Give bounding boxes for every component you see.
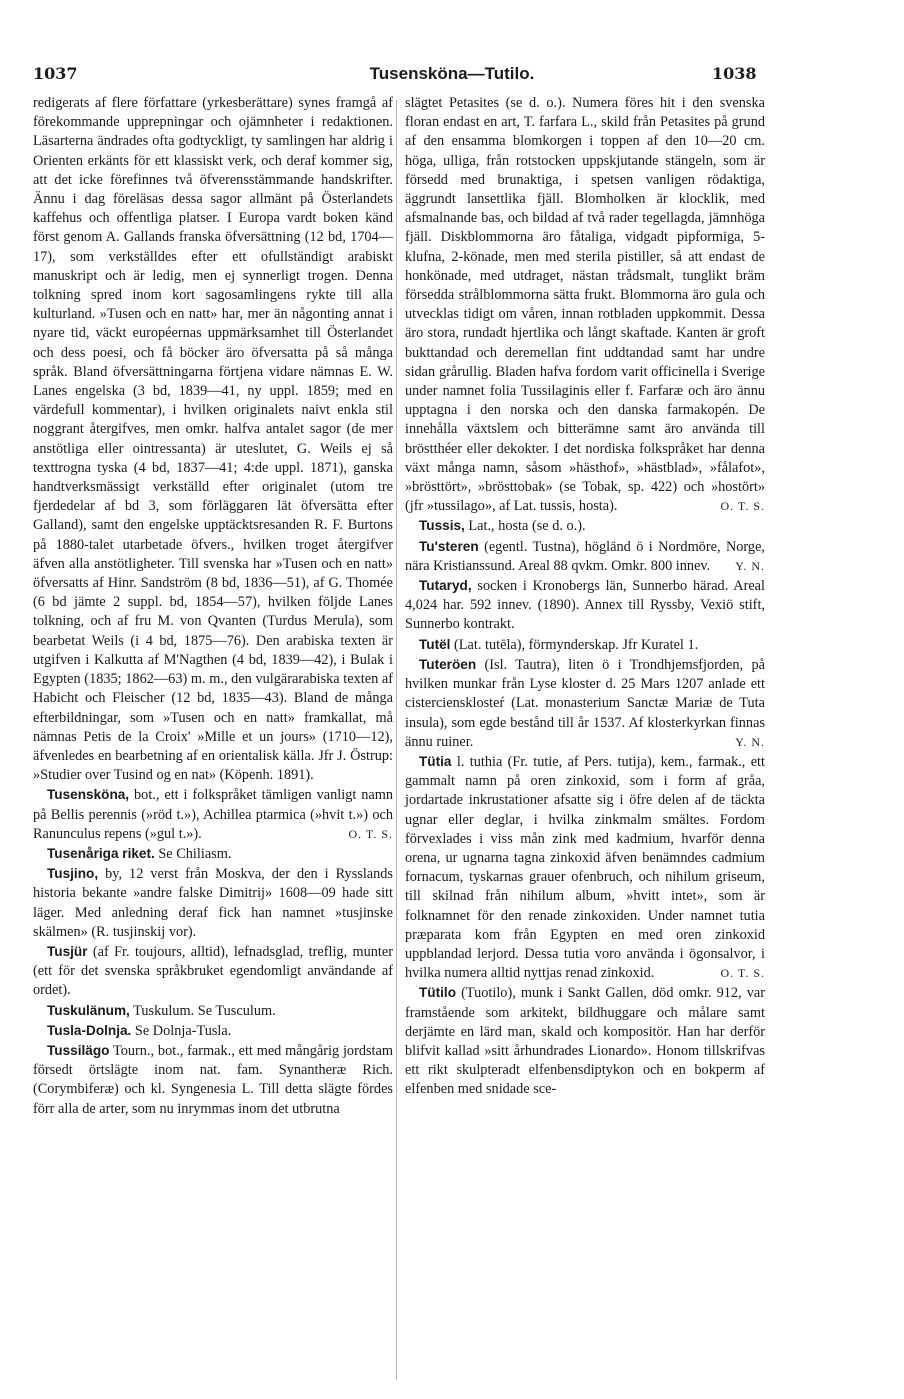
entry-tusjino bbox=[33, 864, 393, 942]
headword: Tusenåriga riket. bbox=[47, 845, 155, 861]
column-divider bbox=[396, 100, 397, 1380]
headword: Tutël bbox=[419, 636, 451, 652]
continued-text: redigerats af flere författare (yrkesberättare) synes framgå af förekommande upprepningar och ojämnheter i redaktionen. Läsarterna ändrades ofta godtyckligt, ty samlingen har aldrig i Orienten erkänts för ett klassiskt verk, och deraf kommer sig, att det icke förefinnes två öfverensstämmande handskrifter. Ännu i dag föreläsas dessa sagor allmänt på Österlandets kaffehus och offentliga platser. I Europa vardt boken känd först genom A. Gallands franska öfversättning (12 bd, 1704—17), som verkställdes efter ett ofullständigt arabiskt manuskript och är ledig, men ej synnerligt trogen. Denna tolkning spred inom kort sagosamlingens rykte till alla kulturland. »Tusen och en natt» har, mer än någonting annat i nyare tid, väckt européernas uppmärksamhet till Österlandet och dess poesi, och få böcker äro öfversatta på så många språk. Bland öfversättningarna förtjena vidare nämnas E. W. Lanes engelska (3 bd, 1839—41, ny uppl. 1859; med en värdefull kommentar), i hvilken originalets naivt enkla stil noggrant återgifves, men omkr. halfva antalet sagor (de mer anstötliga eller ointressanta) är uteslutet, G. Weils ej så texttrogna tyska (4 bd, 1837—41; 4:de uppl. 1871), ganska handtverksmässigt verkställd efter originalet (utom tre fjerdedelar af bd 3, som förläggaren lät öfversätta efter Galland), samt den engelske upptäcktsresanden R. F. Burtons på 1880-talet utarbetade öfvers., hvilken troget återgifver äfven alla anstötligheter. Till svenska har »Tusen och en natt» öfversatts af Hinr. Sandström (8 bd, 1836—51), af G. Thomée (6 bd jämte 2 suppl. bd, 1854—57), hvilken följde Lanes tolkning, och af fru M. von Qvanten (Turdus Merula), som bearbetat Weils (i 4 bd, 1875—76). Den arabiska texten är utgifven i Kalkutta af M'Nagthen (4 bd, 1839—42), i Bulak i Egypten (1835; 1862—63) m. m., den vulgärarabiska texten af Habicht och Fleischer (12 bd, 1835—43). Bland de många efterbildningar, som »Tusen och en natt» framkallat, må nämnas Petis de la Croix' »Mille et un jours» (1710—12), äfvenledes en bearbetning af en orientalisk källa. Jfr J. Östrup: »Studier over Tusind og en nat» (Köpenh. 1891). bbox=[33, 95, 393, 784]
entry-tussis bbox=[405, 516, 765, 536]
headword: Tusjür bbox=[47, 943, 88, 959]
entry-tusjur bbox=[33, 942, 393, 1001]
headword: Tuteröen bbox=[419, 656, 477, 672]
left-column bbox=[33, 94, 393, 1119]
entry-tutia bbox=[405, 752, 765, 983]
headword: Tütilo bbox=[419, 985, 456, 1001]
entry-tutaryd bbox=[405, 576, 765, 635]
entry-text: Tourn., bot., farmak., ett med mångårig jordstam försedt örtslägte inom nat. fam. Synantheræ Rich. (Corymbiferæ) och kl. Syngenesia L. Till detta slägte fördes förr alla de arter, som nu inrymmas inom det utbrutna bbox=[33, 1042, 393, 1117]
headword: Tusensköna, bbox=[47, 787, 130, 803]
headword: Tussis, bbox=[419, 518, 465, 534]
entry-tusteren bbox=[405, 537, 765, 576]
headword: Tussilägo bbox=[47, 1042, 110, 1058]
entry-text: Se Dolnja-Tusla. bbox=[134, 1022, 232, 1039]
headword: Tütia bbox=[419, 753, 452, 769]
running-title: Tusensköna—Tutilo. bbox=[369, 64, 535, 83]
right-column bbox=[405, 94, 765, 1100]
author-signature: O. T. S. bbox=[720, 966, 765, 981]
entry-text: Lat., hosta (se d. o.). bbox=[468, 518, 586, 535]
entry-text: Tuskulum. Se Tusculum. bbox=[133, 1002, 276, 1019]
entry-tusla-dolnja bbox=[33, 1021, 393, 1041]
entry-text: (Lat. tutēla), förmynderskap. Jfr Kuratel 1. bbox=[454, 636, 699, 653]
entry-text: (egentl. Tustna), högländ ö i Nordmöre, Norge, nära Kristianssund. Areal 88 qvkm. Omkr. 800 innev. bbox=[405, 538, 765, 574]
entry-tusenariga-riket bbox=[33, 844, 393, 864]
author-signature: O. T. S. bbox=[720, 499, 765, 514]
entry-text: l. tuthia (Fr. tutie, af Pers. tutija), kem., farmak., ett gammalt namn på oren zinkoxid, som i form af gråa, jordartade inkrustationer afsatte sig i öfre delen af de täckta ugnar eller deglar, i hvilka zinkmalm smältes. Fordom förvexlades i viss mån zink med kadmium, hvarför denna orena, ur ugnarna tagna zinkoxid äfven benämndes cadmium fornacum, tyskarnas grauer ofenbruch, och nihilum griseum, till skilnad från nihilum album, »hvitt intet», som är folknamnet för den renade zinkoxiden. Under namnet tutia præparata kom från Egypten en med oren zinkoxid uppblandad lerjord. Dessa tutia voro använda i ögonsalvor, i hvilka numera alltid nyttjas renad zinkoxid. bbox=[405, 753, 765, 982]
entry-text: (Tuotilo), munk i Sankt Gallen, död omkr. 912, var framstående som arkitekt, bildhuggare och målare samt derjämte en lärd man, skald och kompositör. Han har derför blifvit kallad »sitt århundrades Lionardo». Honom tillskrifvas ett rikt skulpteradt elfenbensdiptykon och en bokperm af elfenben med snidade sce- bbox=[405, 985, 765, 1098]
author-signature: O. T. S. bbox=[348, 826, 393, 841]
headword: Tutaryd, bbox=[419, 578, 472, 594]
entry-tussilago bbox=[33, 1041, 393, 1119]
continued-text bbox=[405, 94, 765, 516]
entry-text: (af Fr. toujours, alltid), lefnadsglad, treflig, munter (ett för det svenska språkbruket egendomligt användande af ordet). bbox=[33, 943, 393, 999]
author-signature: Y. N. bbox=[735, 558, 765, 573]
headword: Tuskulänum, bbox=[47, 1002, 130, 1018]
entry-text: socken i Kronobergs län, Sunnerbo härad. Areal 4,024 har. 592 innev. (1890). Annex till Ryssby, Vexiö stift, Sunnerbo kontrakt. bbox=[405, 578, 765, 633]
entry-text: slägtet Petasites (se d. o.). Numera föres hit i den svenska floran endast en art, T. farfara L., skild från Petasites på grund af den ensamma blomkorgen i toppen af den 10—20 cm. höga, ulliga, från rotstocken uppskjutande stängeln, som är försedd med brunaktiga, i spetsen vanligen rödaktiga, äggrundt lansettlika fjäll. Blomholken är klocklik, med afsmalnande bas, och bildad af två rader tegellagda, jämnhöga fjäll. Diskblommorna äro fåtaliga, vidgadt pipformiga, 5-klufna, 2-könade, men med sterila pistiller, så att endast de honkönade, med utdraget, nästan trådsmalt, tunglikt bräm försedda strålblommorna sätta frukt. Blommorna äro gula och utvecklas tidigt om våren, innan rotbladen uppkommit. Dessa äro stora, rundadt hjertlika och långt skaftade. Kanten är groft bukttandad och deremellan fint uddtandad samt har undre sidan grårullig. Bladen hafva fordom varit officinella i Sverige under namnet folia Tussilaginis eller f. Farfaræ och äro ännu upptagna i den norska och den danska farmakopén. De innehålla växtslem och bitterämne samt äro använda till bröstthéer eller dekokter. I det nordiska folkspråket har denna växt många namn, såsom »hästhof», »hästblad», »fålafot», »brösttört», »brösttobak» (se Tobak, sp. 422) och »hostört» (jfr »tussilago», af Lat. tussis, hosta). bbox=[405, 95, 765, 515]
entry-tuteroen bbox=[405, 655, 765, 752]
entry-text: (Isl. Tautra), liten ö i Trondhjemsfjorden, på hvilken munkar från Lyse kloster d. 25 Mars 1207 anlade ett cisterciensklosteŕ (Lat. monasterium Sanctæ Mariæ de Tuta insula), som egde bestånd till år 1537. Af klosterkyrkan finnas ännu ruiner. bbox=[405, 656, 765, 750]
entry-tutilo bbox=[405, 983, 765, 1099]
entry-tutel bbox=[405, 635, 765, 655]
headword: Tusla-Dolnja. bbox=[47, 1022, 132, 1038]
entry-text: by, 12 verst från Moskva, der den i Rysslands historia bekante »andre falske Dimitrij» 1608—09 hade sitt läger. Med anledning deraf fick han namnet »tusjinske skälmen» (R. tusjinskij vor). bbox=[33, 866, 393, 940]
headword: Tusjino, bbox=[47, 866, 99, 882]
entry-text: bot., ett i folkspråket tämligen vanligt namn på Bellis perennis (»röd t.»), Achillea ptarmica (»hvit t.») och Ranunculus repens (»gul t.»). bbox=[33, 787, 394, 842]
entry-tuskulanum bbox=[33, 1001, 393, 1021]
author-signature: Y. N. bbox=[735, 734, 765, 749]
headword: Tu'steren bbox=[419, 538, 479, 554]
page-number-right: 1038 bbox=[712, 64, 757, 83]
entry-text: Se Chiliasm. bbox=[158, 845, 232, 862]
entry-tusenskona bbox=[33, 785, 393, 844]
page-number-left: 1037 bbox=[33, 64, 78, 83]
